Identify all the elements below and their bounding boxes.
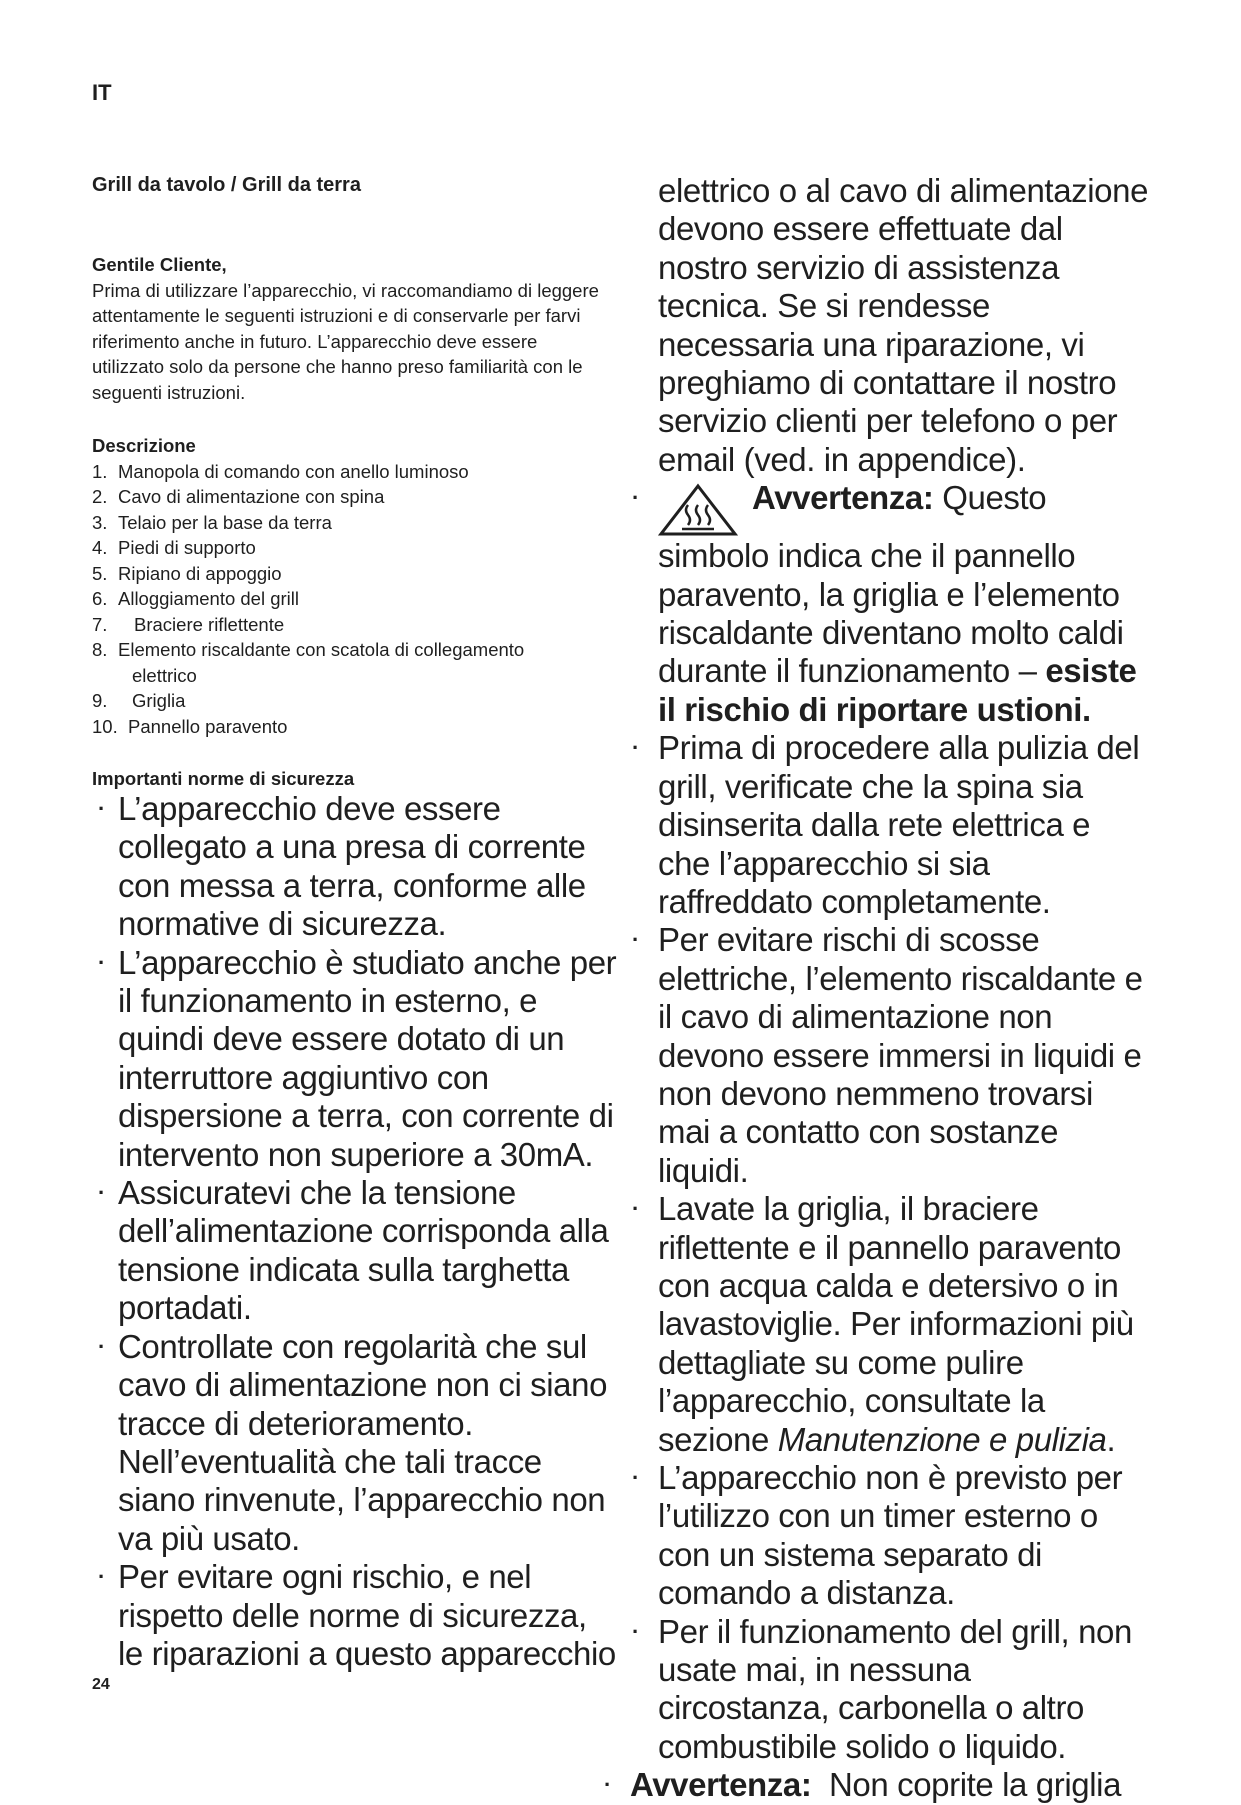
warning-label: Avvertenza: (630, 1766, 812, 1804)
safety-item: · Per evitare ogni rischio, e nel rispetto delle norme di sicurezza, le riparazioni a questo apparecchio (98, 1558, 616, 1672)
description-heading: Descrizione (92, 435, 196, 456)
greeting (92, 252, 612, 405)
safety-left-column (98, 790, 618, 1673)
list-item: 10. Pannello paravento (92, 715, 288, 737)
list-item: 9. Griglia (92, 690, 186, 711)
safety-item: · L’apparecchio deve essere collegato a una presa di corrente con messa a terra, conforme alle normative di sicurezza. (98, 790, 586, 943)
page-title: Grill da tavolo / Grill da terra (92, 174, 361, 196)
list-item: 2. Cavo di alimentazione con spina (92, 486, 385, 507)
safety-item: · L’apparecchio è studiato anche per il funzionamento in esterno, e quindi deve essere dotato di un interruttore aggiuntivo con dispersione a terra, con corrente di intervento non superiore a 30mA. (98, 943, 617, 1173)
list-item: 1. Manopola di comando con anello luminoso (92, 460, 469, 482)
bullet-icon: · (98, 949, 105, 975)
continued-text: elettrico o al cavo di alimentazione devono essere effettuate dal nostro servizio di assistenza tecnica. Se si rendesse necessaria una riparazione, vi preghiamo di contattare il nostro servizio clienti per telefono o per email (ved. in appendice). (658, 172, 1149, 478)
bullet-icon: · (632, 927, 639, 953)
safety-warning-hot: · Avvertenza: Questo simbolo indica che il pannello paravento, la griglia e l’elemento riscaldante diventano molto caldi durante il funzionamento – esiste il rischio di riportare ustioni. (632, 479, 1137, 728)
bullet-icon: · (98, 1180, 105, 1206)
warning-emphasis: esiste il rischio di riportare ustioni. (658, 652, 1137, 728)
bullet-icon: · (632, 1465, 639, 1490)
bullet-icon: · (98, 796, 105, 821)
language-code: IT (92, 80, 112, 105)
safety-item: · Controllate con regolarità che sul cavo di alimentazione non ci siano tracce di deterioramento. Nell’eventualità che tali tracce siano rinvenute, l’apparecchio non va più usato. (98, 1327, 608, 1557)
list-item: 5. Ripiano di appoggio (92, 562, 282, 584)
bullet-icon: · (98, 1564, 105, 1590)
section-reference: Manutenzione e pulizia (777, 1420, 1107, 1458)
safety-item: · Per evitare rischi di scosse elettriche, l’elemento riscaldante e il cavo di alimentazione non devono essere immersi in liquidi e non devono nemmeno trovarsi mai a contatto con sostanze liquidi. (632, 921, 1143, 1189)
safety-item: · L’apparecchio non è previsto per l’utilizzo con un timer esterno o con un sistema separato di comando a distanza. (632, 1459, 1123, 1612)
safety-right-column (604, 172, 1150, 1805)
list-item: 8. Elemento riscaldante con scatola di collegamento elettrico (92, 639, 525, 686)
greeting-body: Prima di utilizzare l’apparecchio, vi raccomandiamo di leggere attentamente le seguenti istruzioni e di conservarle per farvi riferimento anche in futuro. L’apparecchio deve essere utilizzato solo da persone che hanno preso familiarità con le seguenti istruzioni. (92, 279, 599, 403)
list-item: 4. Piedi di supporto (92, 537, 256, 558)
list-item: 6. Alloggiamento del grill (92, 588, 299, 609)
warning-label: Avvertenza: (752, 479, 934, 517)
bullet-icon: · (604, 1772, 611, 1798)
bullet-icon: · (632, 735, 639, 761)
parts-list (92, 459, 612, 740)
bullet-icon: · (98, 1333, 105, 1359)
bullet-icon: · (632, 485, 639, 511)
page-number: 24 (92, 1676, 110, 1693)
safety-item: · Assicuratevi che la tensione dell’alimentazione corrisponda alla tensione indicata sulla targhetta portadati. (98, 1174, 609, 1327)
list-item: 7. Braciere riflettente (92, 613, 285, 635)
list-item: 3. Telaio per la base da terra (92, 511, 332, 533)
bullet-icon: · (632, 1196, 639, 1222)
safety-item-cleaning: · Lavate la griglia, il braciere riflettente e il pannello paravento con acqua calda e detersivo o in lavastoviglie. Per informazioni più dettagliate su come pulire l’apparecchio, consultate la sezione Manutenzione e pulizia. (632, 1190, 1134, 1458)
safety-item: · Per il funzionamento del grill, non usate mai, in nessuna circostanza, carbonella o altro combustibile solido o liquido. (632, 1612, 1132, 1765)
greeting-salutation: Gentile Cliente, (92, 254, 227, 275)
safety-heading: Importanti norme di sicurezza (92, 768, 355, 789)
hot-surface-warning-icon (658, 483, 738, 537)
bullet-icon: · (632, 1618, 639, 1644)
description-section (92, 433, 612, 739)
safety-warning-last: · Avvertenza: Non coprite la griglia (604, 1766, 1122, 1804)
safety-item: · Prima di procedere alla pulizia del grill, verificate che la spina sia disinserita dalla rete elettrica e che l’apparecchio si sia raffreddato completamente. (632, 729, 1140, 920)
